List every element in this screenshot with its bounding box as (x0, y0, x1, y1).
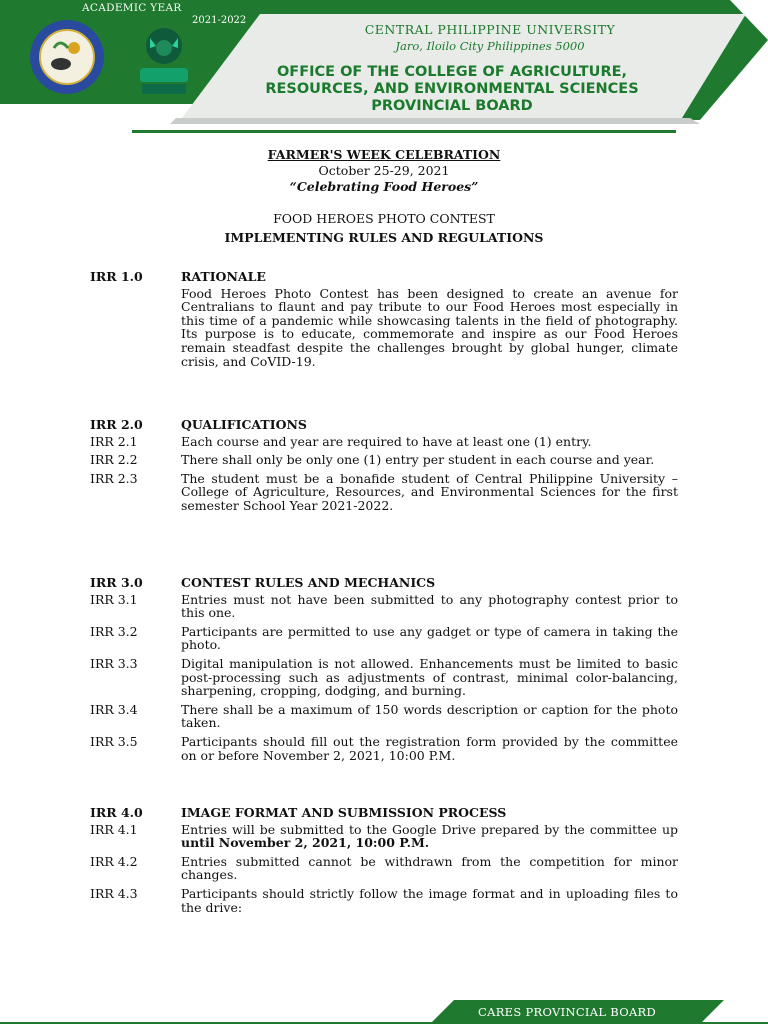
item-text: Participants should fill out the registration form provided by the committee on or before November 2, 2021, 10:00 P.M. (181, 733, 678, 763)
event-theme: “Celebrating Food Heroes” (289, 179, 479, 194)
list-item (90, 657, 678, 698)
office-title (238, 64, 666, 115)
list-item (90, 593, 678, 620)
section-heading (90, 418, 678, 432)
college-seal-logo (28, 18, 106, 96)
item-text: Digital manipulation is not allowed. Enhancements must be limited to basic post-processing such as adjustments of contrast, minimal color-balancing, sharpening, cropping, dodging, and burning. (181, 655, 678, 699)
item-text: There shall only be only one (1) entry per student in each course and year. (181, 452, 655, 468)
item-code: IRR 3.3 (90, 655, 138, 671)
section-image-format (90, 806, 678, 919)
event-title: FARMER'S WEEK CELEBRATION (267, 147, 501, 162)
item-text: Entries submitted cannot be withdrawn from the competition for minor changes. (181, 853, 678, 883)
food-heroes-logo (132, 24, 196, 98)
item-code: IRR 2.3 (90, 470, 138, 486)
section-code: IRR 4.0 (90, 805, 143, 820)
item-text: Each course and year are required to have at least one (1) entry. (181, 433, 592, 449)
item-text: There shall be a maximum of 150 words description or caption for the photo taken. (181, 701, 678, 731)
item-text: The student must be a bonafide student of Central Philippine University – College of Agriculture, Resources, and Environmental Sciences for the first semester School Year 2021-2022. (181, 470, 678, 513)
item-text-plain: Entries will be submitted to the Google Drive prepared by the committee up (181, 821, 678, 837)
section-contest-rules (90, 576, 678, 767)
list-item (90, 472, 678, 513)
academic-year-label: ACADEMIC YEAR (82, 2, 182, 14)
item-code: IRR 3.5 (90, 733, 138, 749)
item-code: IRR 3.1 (90, 591, 138, 607)
academic-year: 2021-2022 (192, 15, 247, 26)
university-location: Jaro, Iloilo City Philippines 5000 (395, 39, 585, 53)
section-qualifications (90, 418, 678, 518)
item-code: IRR 2.2 (90, 452, 138, 468)
deadline-emphasis: until November 2, 2021, 10:00 P.M. (181, 835, 430, 851)
list-item (90, 453, 678, 467)
document-titles (0, 147, 768, 246)
footer-label: CARES PROVINCIAL BOARD (478, 1005, 657, 1019)
item-code: IRR 3.4 (90, 701, 138, 717)
university-name: CENTRAL PHILIPPINE UNIVERSITY (364, 22, 616, 37)
section-title: RATIONALE (181, 269, 266, 284)
office-line-2: RESOURCES, AND ENVIRONMENTAL SCIENCES (265, 81, 639, 97)
list-item (90, 735, 678, 762)
section-heading (90, 806, 678, 820)
list-item (90, 625, 678, 652)
section-code: IRR 3.0 (90, 575, 143, 590)
item-text (181, 823, 678, 850)
list-item (90, 703, 678, 730)
list-item (90, 435, 678, 449)
section-code: IRR 2.0 (90, 417, 143, 432)
item-text: Entries must not have been submitted to any photography contest prior to this one. (181, 591, 678, 621)
irr-title: IMPLEMENTING RULES AND REGULATIONS (224, 230, 544, 245)
section-heading (90, 576, 678, 590)
item-code: IRR 3.2 (90, 623, 138, 639)
section-code: IRR 1.0 (90, 269, 143, 284)
item-code: IRR 4.3 (90, 885, 138, 901)
section-rationale (90, 270, 678, 373)
letterhead (0, 0, 768, 130)
section-body (90, 287, 678, 369)
item-code: IRR 4.2 (90, 853, 138, 869)
rationale-text: Food Heroes Photo Contest has been designed to create an avenue for Centralians to flaunt and pay tribute to our Food Heroes most especially in this time of a pandemic while showcasing talents in the field of photography. Its purpose is to educate, commemorate and inspire as our Food Heroes remain steadfast despite the challenges brought by global hunger, climate crisis, and CoVID-19. (181, 285, 678, 369)
contest-title: FOOD HEROES PHOTO CONTEST (273, 211, 495, 226)
office-line-3: PROVINCIAL BOARD (371, 98, 533, 114)
list-item (90, 823, 678, 850)
office-line-1: OFFICE OF THE COLLEGE OF AGRICULTURE, (276, 64, 628, 80)
event-dates: October 25-29, 2021 (318, 163, 450, 178)
item-code: IRR 4.1 (90, 821, 138, 837)
header-divider (132, 130, 676, 133)
section-heading (90, 270, 678, 284)
list-item (90, 887, 678, 914)
item-code: IRR 2.1 (90, 433, 138, 449)
section-title: QUALIFICATIONS (181, 417, 307, 432)
item-text: Participants should strictly follow the image format and in uploading files to the drive: (181, 885, 678, 915)
section-title: CONTEST RULES AND MECHANICS (181, 575, 436, 590)
section-title: IMAGE FORMAT AND SUBMISSION PROCESS (181, 805, 507, 820)
list-item (90, 855, 678, 882)
item-text: Participants are permitted to use any gadget or type of camera in taking the photo. (181, 623, 678, 653)
